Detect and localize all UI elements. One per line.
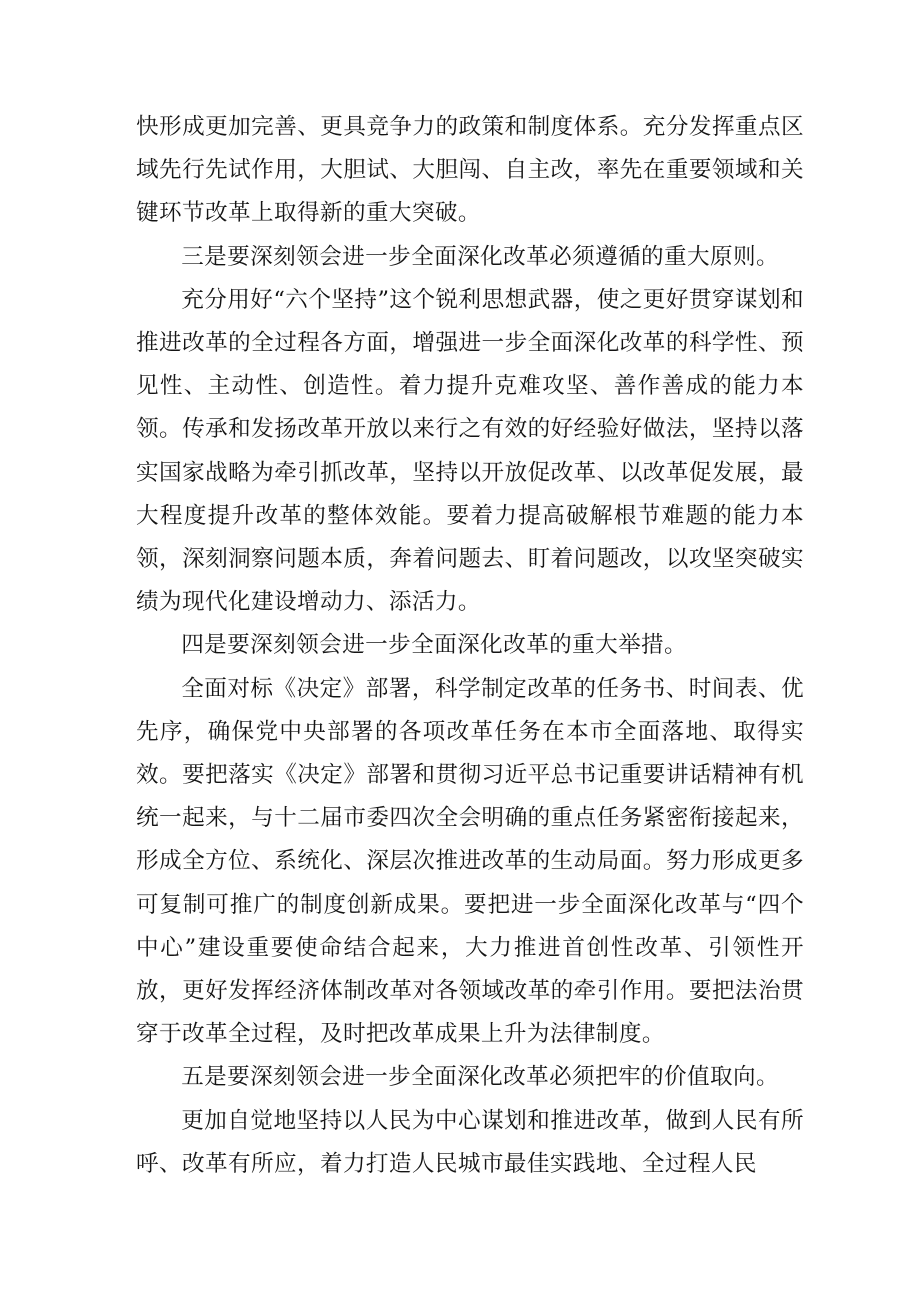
section-heading-five: 五是要深刻领会进一步全面深化改革必须把牢的价值取向。 — [181, 1064, 780, 1091]
paragraph-principles: 充分用好“六个坚持”这个锐利思想武器，使之更好贯穿谋划和推进改革的全过程各方面，增强进一步全面深化改革的科学性、预见性、主动性、创造性。着力提升克难攻坚、善作善成的能力本领。传承和发扬改革开放以来行之有效的好经验好做法，坚持以落实国家战略为牵引抓改革，坚持以开放促改革、以改革促发展，最大程度提升改革的整体效能。要着力提高破解根节难题的能力本领，深刻洞察问题本质，奔着问题去、盯着问题改，以攻坚突破实绩为现代化建设增动力、添活力。 — [136, 286, 804, 616]
section-heading-three: 三是要深刻领会进一步全面深化改革必须遵循的重大原则。 — [181, 243, 780, 270]
section-heading-four: 四是要深刻领会进一步全面深化改革的重大举措。 — [181, 632, 688, 659]
paragraph-values: 更加自觉地坚持以人民为中心谋划和推进改革，做到人民有所呼、改革有所应，着力打造人民城市最佳实践地、全过程人民 — [136, 1107, 804, 1177]
document-body — [136, 106, 804, 1186]
paragraph-continued: 快形成更加完善、更具竞争力的政策和制度体系。充分发挥重点区域先行先试作用，大胆试、大胆闯、自主改，率先在重要领域和关键环节改革上取得新的重大突破。 — [136, 114, 804, 227]
paragraph-measures: 全面对标《决定》部署，科学制定改革的任务书、时间表、优先序，确保党中央部署的各项改革任务在本市全面落地、取得实效。要把落实《决定》部署和贯彻习近平总书记重要讲话精神有机统一起来，与十二届市委四次全会明确的重点任务紧密衔接起来，形成全方位、系统化、深层次推进改革的生动局面。努力形成更多可复制可推广的制度创新成果。要把进一步全面深化改革与“四个中心”建设重要使命结合起来，大力推进首创性改革、引领性开放，更好发挥经济体制改革对各领域改革的牵引作用。要把法治贯穿于改革全过程，及时把改革成果上升为法律制度。 — [136, 675, 805, 1048]
